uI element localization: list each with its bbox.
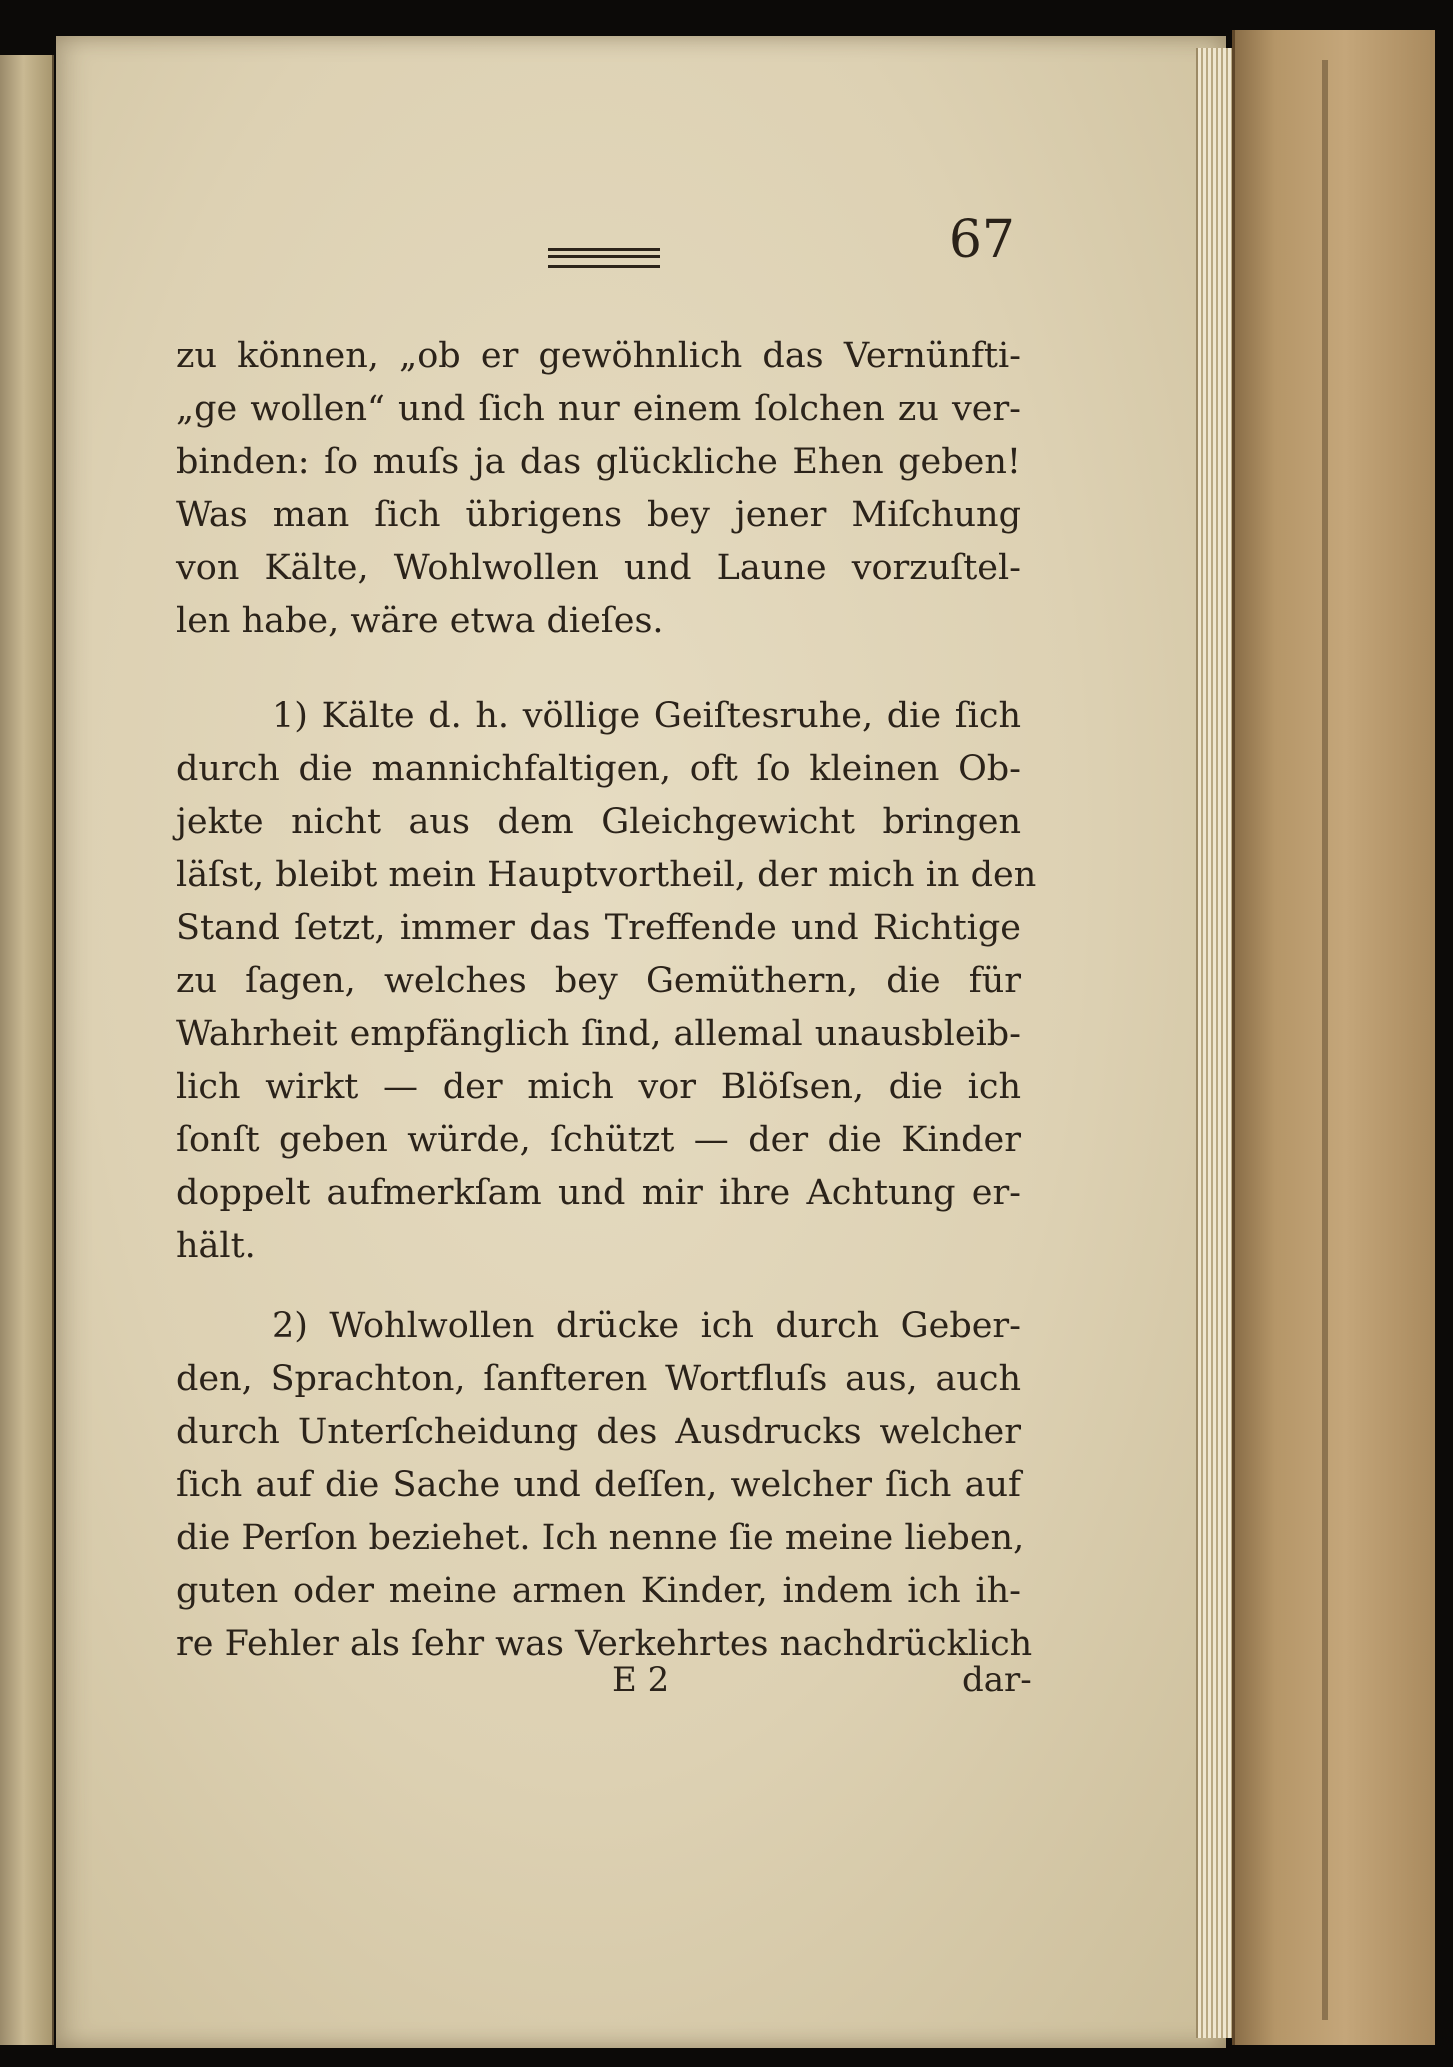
paragraph-3 bbox=[176, 1300, 1033, 1671]
text-line: ſonſt geben würde, ſchützt — der die Kinder bbox=[176, 1120, 1021, 1160]
text-line: binden: ſo muſs ja das glückliche Ehen geben! bbox=[176, 442, 1021, 482]
page-number: 67 bbox=[948, 210, 1015, 270]
text-line: 1) Kälte d. h. völlige Geiſtesruhe, die ſich bbox=[272, 696, 1021, 736]
text-line: 2) Wohlwollen drücke ich durch Geber- bbox=[272, 1306, 1021, 1346]
signature-mark: E 2 bbox=[612, 1660, 670, 1700]
text-line: hält. bbox=[176, 1226, 256, 1266]
text-line: von Kälte, Wohlwollen und Laune vorzuſtel- bbox=[176, 548, 1021, 588]
text-line: Wahrheit empfänglich ſind, allemal unausbleib- bbox=[176, 1014, 1021, 1054]
text-line: len habe, wäre etwa dieſes. bbox=[176, 601, 664, 641]
text-line: den, Sprachton, ſanfteren Wortfluſs aus, auch bbox=[176, 1359, 1021, 1399]
paragraph-1 bbox=[176, 330, 1021, 648]
text-line: guten oder meine armen Kinder, indem ich ih- bbox=[176, 1571, 1021, 1611]
text-line: jekte nicht aus dem Gleichgewicht bringen bbox=[176, 802, 1021, 842]
text-line: zu ſagen, welches bey Gemüthern, die für bbox=[176, 961, 1021, 1001]
catchword: dar- bbox=[962, 1660, 1032, 1700]
left-page-edge bbox=[0, 55, 54, 2045]
paragraph-2 bbox=[176, 690, 1037, 1273]
text-line: lich wirkt — der mich vor Blöſsen, die ich bbox=[176, 1067, 1021, 1107]
text-line: läſst, bleibt mein Hauptvortheil, der mich in den bbox=[176, 855, 1037, 895]
text-line: Was man ſich übrigens bey jener Miſchung bbox=[176, 495, 1021, 535]
text-line: doppelt aufmerkſam und mir ihre Achtung er- bbox=[176, 1173, 1021, 1213]
text-line: durch Unterſcheidung des Ausdrucks welcher bbox=[176, 1412, 1021, 1452]
text-line: re Fehler als ſehr was Verkehrtes nachdrücklich bbox=[176, 1624, 1033, 1664]
text-line: Stand ſetzt, immer das Treffende und Richtige bbox=[176, 908, 1021, 948]
text-line: durch die mannichfaltigen, oft ſo kleinen Ob- bbox=[176, 749, 1021, 789]
book-cover bbox=[1232, 30, 1435, 2045]
text-line: ſich auf die Sache und deſſen, welcher ſich auf bbox=[176, 1465, 1021, 1505]
text-line: „ge wollen“ und ſich nur einem ſolchen zu ver- bbox=[176, 389, 1021, 429]
text-line: die Perſon beziehet. Ich nenne ſie meine lieben, bbox=[176, 1518, 1025, 1558]
cover-fold bbox=[1322, 60, 1328, 2020]
header-ornament-rule bbox=[548, 248, 660, 268]
text-line: zu können, „ob er gewöhnlich das Vernünfti- bbox=[176, 336, 1021, 376]
